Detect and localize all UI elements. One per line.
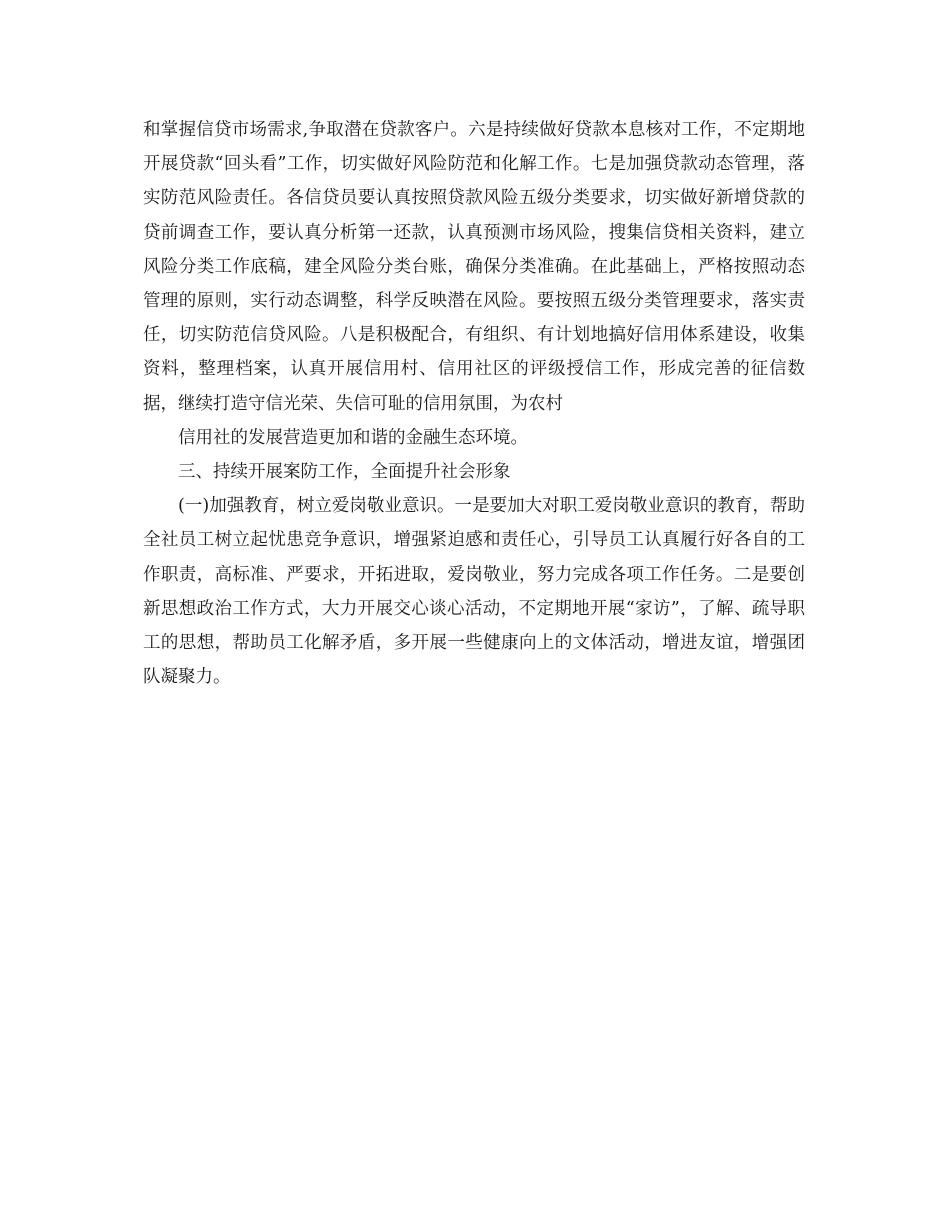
paragraph-continuation: 信用社的发展营造更加和谐的金融生态环境。 [178, 427, 528, 448]
paragraph-continued: 和掌握信贷市场需求,争取潜在贷款客户。六是持续做好贷款本息核对工作，不定期地开展贷款“回头看”工作，切实做好风险防范和化解工作。七是加强贷款动态管理，落实防范风险责任。各信贷员要认真按照贷款风险五级分类要求，切实做好新增贷款的贷前调查工作，要认真分析第一还款，认真预测市场风险，搜集信贷相关资料，建立风险分类工作底稿，建全风险分类台账，确保分类准确。在此基础上，严格按照动态管理的原则，实行动态调整，科学反映潜在风险。要按照五级分类管理要求，落实责任，切实防范信贷风险。八是积极配合，有组织、有计划地搞好信用体系建设，收集资料，整理档案，认真开展信用村、信用社区的评级授信工作，形成完善的征信数据，继续打造守信光荣、失信可耻的信用氛围，为农村 [143, 120, 805, 414]
section-heading: 三、持续开展案防工作，全面提升社会形象 [178, 462, 511, 483]
paragraph-education: (一)加强教育，树立爱岗敬业意识。一是要加大对职工爱岗敬业意识的教育，帮助全社员工树立起忧患竞争意识，增强紧迫感和责任心，引导员工认真履行好各自的工作职责，高标准、严要求，开拓进取，爱岗敬业，努力完成各项工作任务。二是要创新思想政治工作方式，大力开展交心谈心活动，不定期地开展“家访”，了解、疏导职工的思想，帮助员工化解矛盾，多开展一些健康向上的文体活动，增进友谊，增强团队凝聚力。 [143, 496, 805, 688]
document-body [143, 113, 805, 694]
